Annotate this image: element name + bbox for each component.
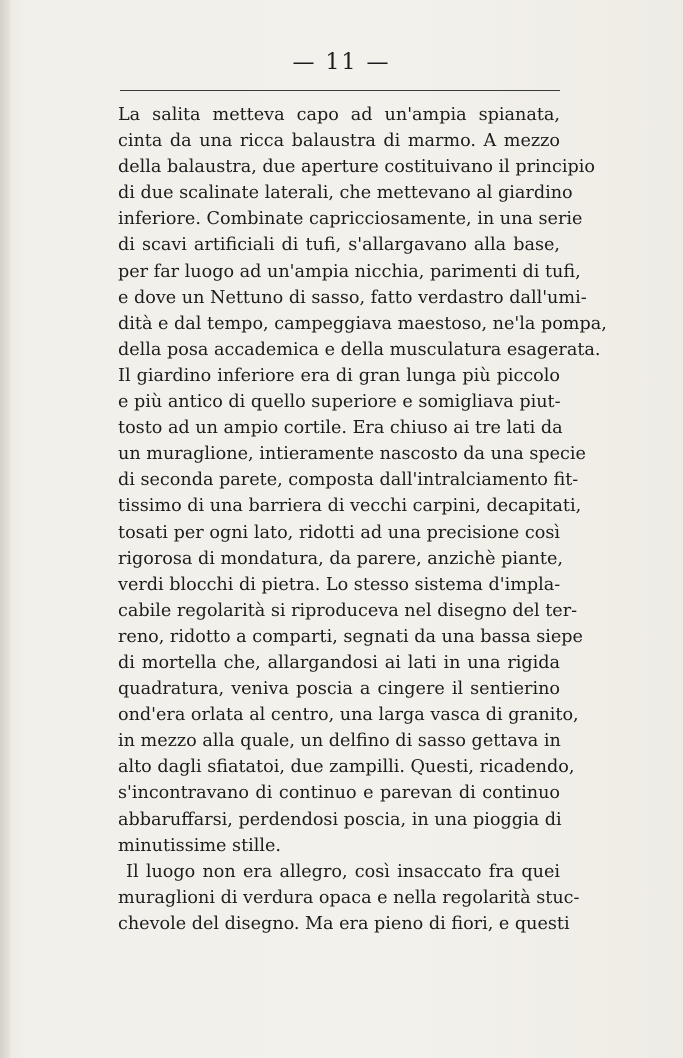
text-line: cabile regolarità si riproduceva nel disegno del ter- [118,600,578,621]
body-text [118,88,607,937]
text-line: per far luogo ad un'ampia nicchia, parimenti di tufi, [118,261,581,282]
text-line: quadratura, veniva poscia a cingere il sentierino [118,679,560,700]
text-line: in mezzo alla quale, un delfino di sasso gettava in [118,731,561,752]
text-line: chevole del disegno. Ma era pieno di fiori, e questi [118,913,570,934]
text-line: e più antico di quello superiore e somigliava piut- [118,392,561,413]
text-line: abbaruffarsi, perdendosi poscia, in una pioggia di [118,809,562,830]
text-line: e dove un Nettuno di sasso, fatto verdastro dall'umi- [118,287,587,308]
text-line: reno, ridotto a comparti, segnati da una bassa siepe [118,626,583,647]
text-line: Il giardino inferiore era di gran lunga più piccolo [118,365,560,386]
text-line: tissimo di una barriera di vecchi carpini, decapitati, [118,496,582,517]
text-line: della balaustra, due aperture costituivano il principio [118,157,595,178]
page-gutter [0,0,10,1058]
text-line: muraglioni di verdura opaca e nella regolarità stuc- [118,887,580,908]
text-line: rigorosa di mondatura, da parere, anzichè piante, [118,548,563,569]
text-line: di scavi artificiali di tufi, s'allargavano alla base, [118,235,560,256]
text-line: di due scalinate laterali, che mettevano al giardino [118,183,573,204]
text-line: minutissime stille. [118,835,282,856]
text-line: La salita metteva capo ad un'ampia spianata, [118,105,560,125]
text-line: un muraglione, intieramente nascosto da una specie [118,444,586,465]
text-line: Il luogo non era allegro, così insaccato fra quei [126,861,560,882]
text-line: ond'era orlata al centro, una larga vasca di granito, [118,705,579,726]
text-line: verdi blocchi di pietra. Lo stesso sistema d'impla- [118,574,561,595]
text-line: dità e dal tempo, campeggiava maestoso, ne'la pompa, [118,313,607,334]
text-line: di mortella che, allargandosi ai lati in una rigida [118,652,560,673]
text-line: di seconda parete, composta dall'intralciamento fit- [118,470,579,491]
text-line: inferiore. Combinate capricciosamente, in una serie [118,209,583,230]
text-line: alto dagli sfiatatoi, due zampilli. Questi, ricadendo, [118,757,575,778]
page-number: — 11 — [292,50,391,75]
text-line: cinta da una ricca balaustra di marmo. A mezzo [118,131,560,152]
text-line: tosati per ogni lato, ridotti ad una precisione così [118,522,560,543]
text-line: della posa accademica e della musculatura esagerata. [118,339,601,360]
text-line: tosto ad un ampio cortile. Era chiuso ai tre lati da [118,418,563,439]
text-line: s'incontravano di continuo e parevan di continuo [118,783,560,804]
